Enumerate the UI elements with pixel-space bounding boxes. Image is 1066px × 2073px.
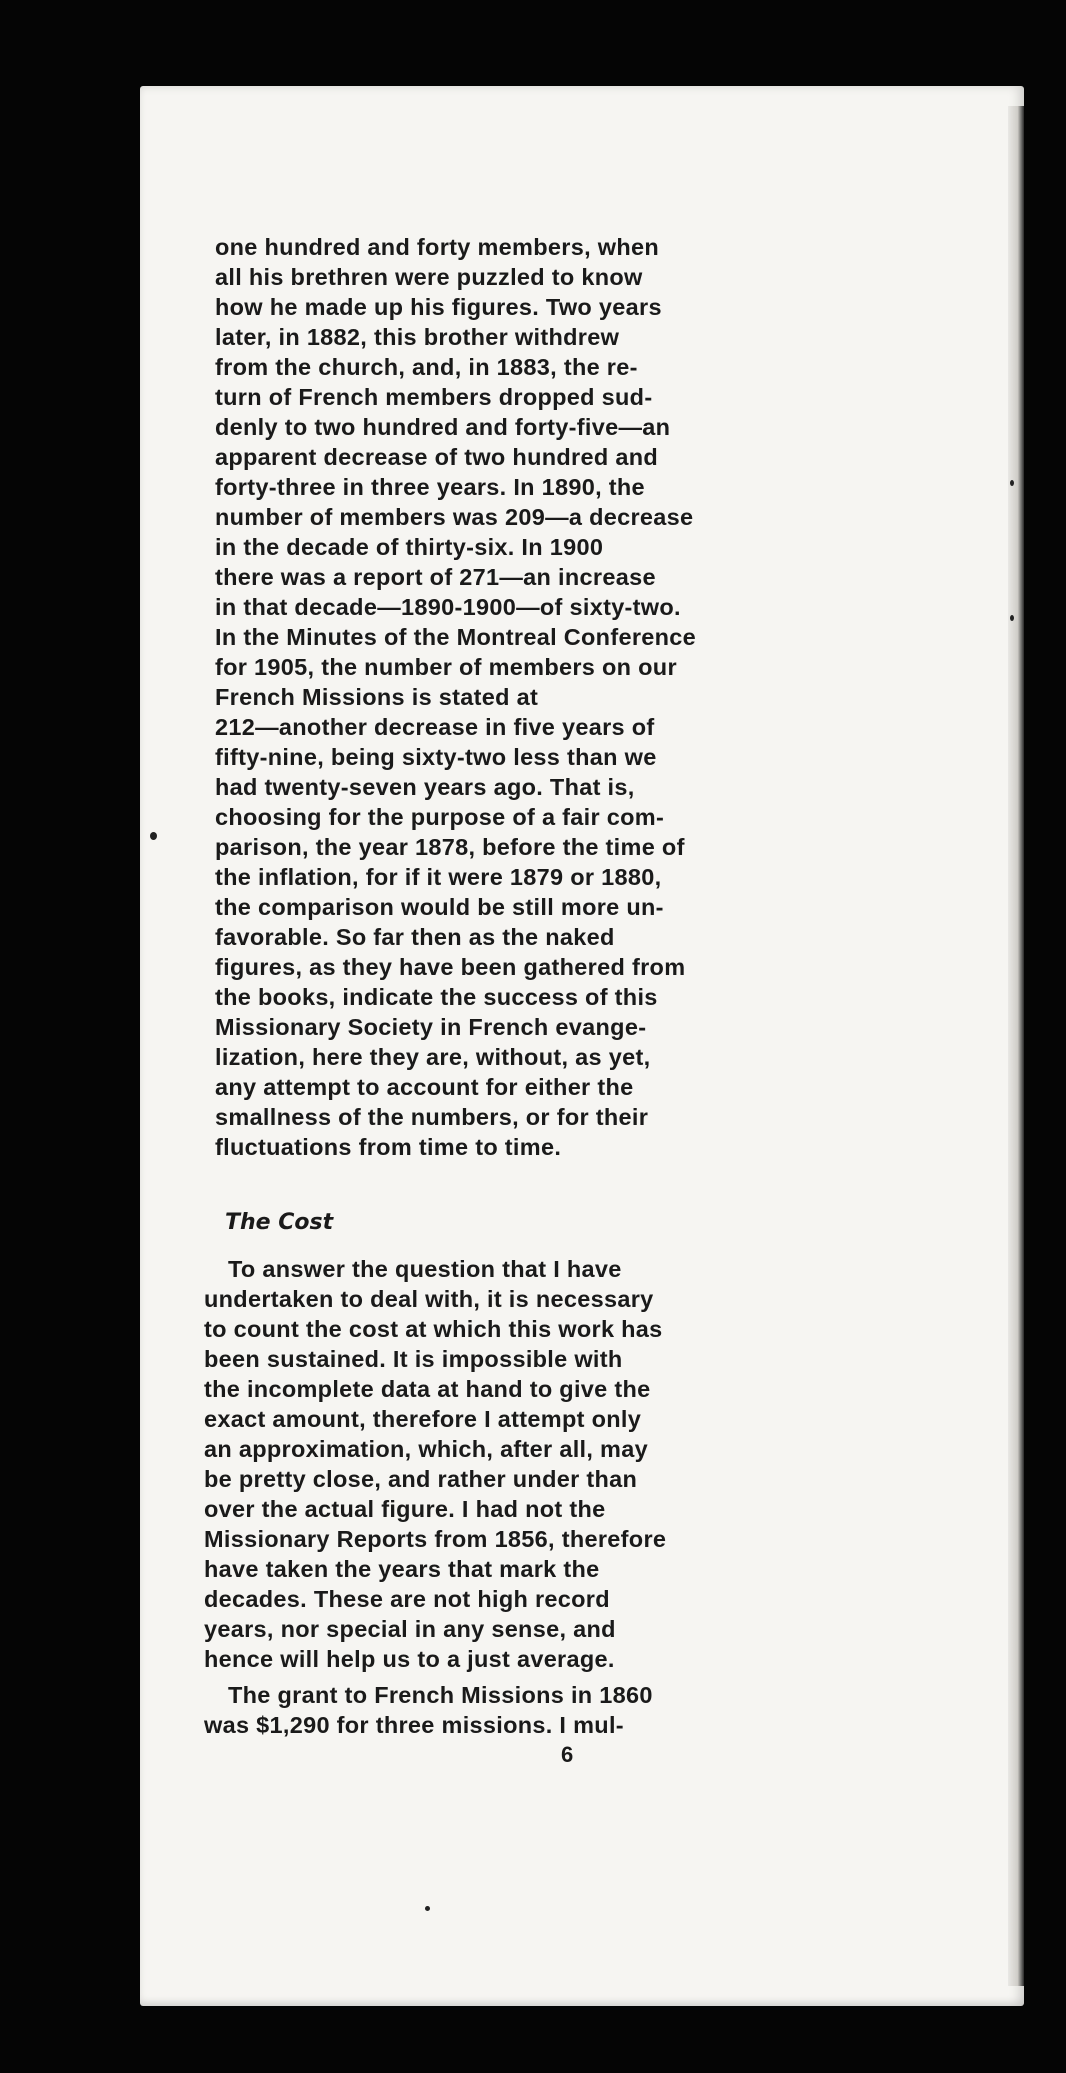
scan-speck bbox=[1010, 480, 1014, 486]
paragraph-grant-1860: The grant to French Missions in 1860 was $1,290 for three missions. I mul- bbox=[204, 1682, 653, 1738]
side-heading-the-cost: The Cost bbox=[225, 1210, 334, 1235]
scan-speck bbox=[425, 1906, 430, 1911]
scan-speck bbox=[1010, 615, 1014, 621]
page-number: 6 bbox=[561, 1742, 574, 1767]
page-edge-shadow bbox=[1008, 106, 1024, 1986]
paragraph-membership-figures: one hundred and forty members, when all his brethren were puzzled to know how he made up his figures. Two years later, in 1882, this brother withdrew from the church, and, in 1883, the re- turn of French members dropped sud- denly to two hundred and forty-five—an apparent decrease of two hundred and forty-three in three years. In 1890, the number of members was 209—a decrease in the decade of thirty-six. In 1900 there was a report of 271—an increase in that decade—1890-1900—of sixty-two. In the Minutes of the Montreal Conference for 1905, the number of members on our French Missions is stated at 212—another decrease in five years of fifty-nine, being sixty-two less than we had twenty-seven years ago. That is, choosing for the purpose of a fair com- parison, the year 1878, before the time of the inflation, for if it were 1879 or 1880, the comparison would be still more un- favorable. So far then as the naked figures, as they have been gathered from the books, indicate the success of this Missionary Society in French evange- lization, here they are, without, as yet, any attempt to account for either the smallness of the numbers, or for their fluctuations from time to time. bbox=[215, 234, 697, 1160]
scan-speck bbox=[150, 832, 157, 840]
paragraph-count-the-cost: To answer the question that I have undertaken to deal with, it is necessary to count the cost at which this work has been sustained. It is impossible with the incomplete data at hand to give the exact amount, therefore I attempt only an approximation, which, after all, may be pretty close, and rather under than over the actual figure. I had not the Missionary Reports from 1856, therefore have taken the years that mark the decades. These are not high record years, nor special in any sense, and hence will help us to a just average. bbox=[204, 1256, 667, 1672]
